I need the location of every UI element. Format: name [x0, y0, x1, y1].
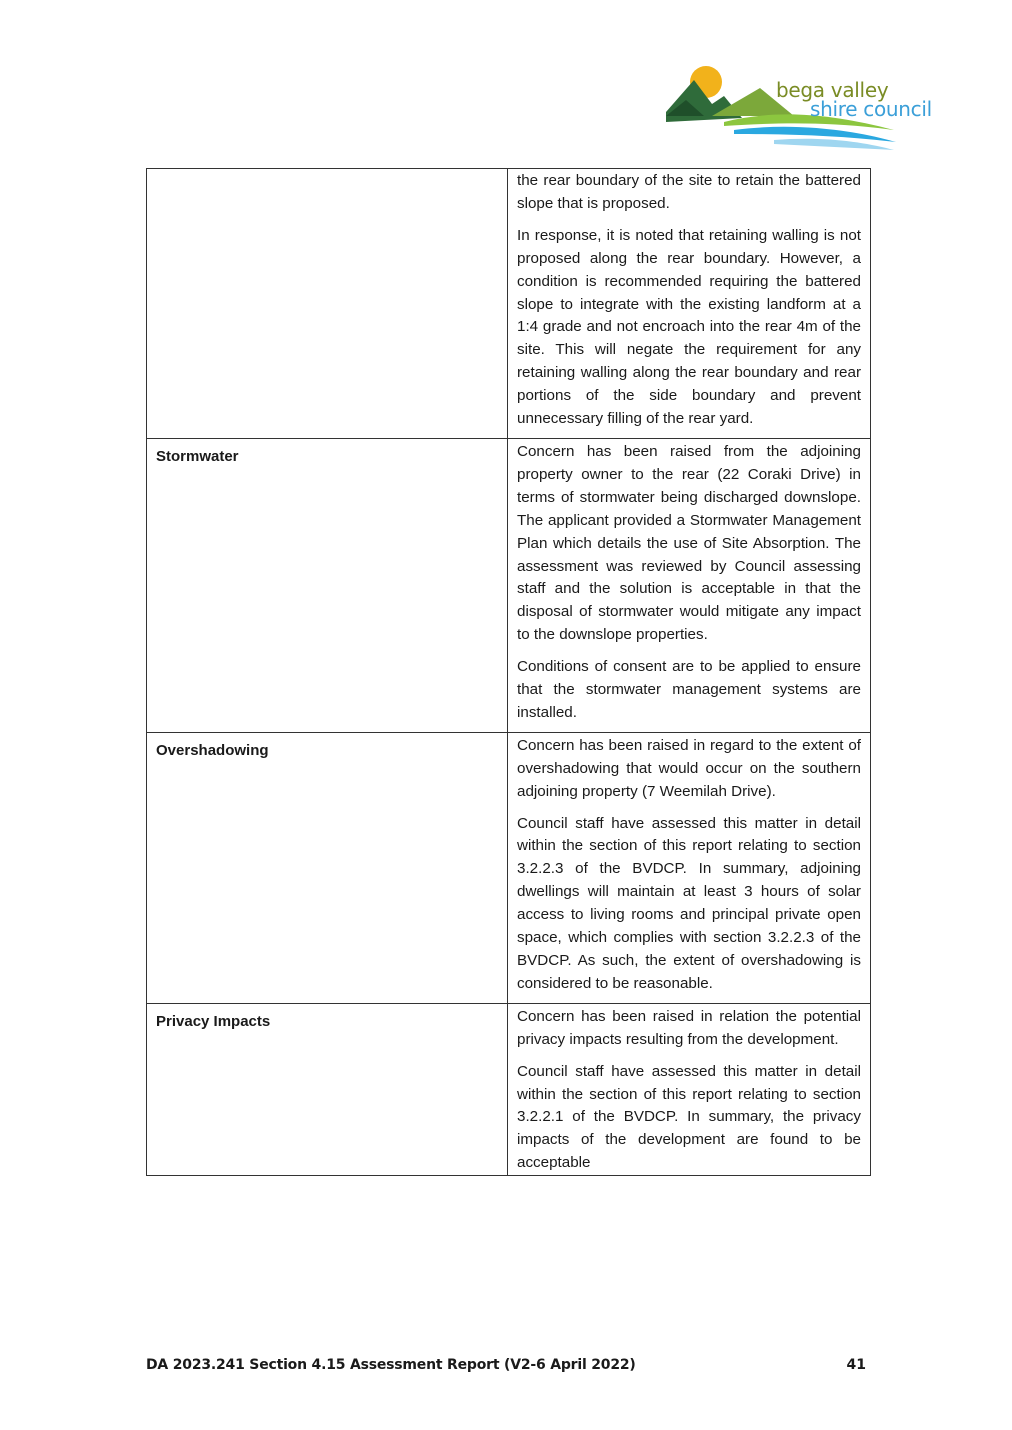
table-label-cell	[147, 169, 508, 439]
footer-page-number: 41	[846, 1357, 866, 1373]
table-label-cell	[147, 1003, 508, 1175]
table-text-cell	[508, 1003, 871, 1175]
paragraph: Concern has been raised in relation the potential privacy impacts resulting from the development.	[517, 1007, 861, 1048]
submissions-table	[146, 168, 871, 1176]
table-text-cell	[508, 169, 871, 439]
table-row	[147, 438, 871, 732]
row-label-overshadowing: Overshadowing	[156, 741, 269, 759]
table-label-cell	[147, 732, 508, 1003]
table-text-cell	[508, 732, 871, 1003]
paragraph: Conditions of consent are to be applied to ensure that the stormwater management systems are installed.	[517, 658, 861, 721]
row-label	[147, 169, 507, 177]
paragraph: Concern has been raised in regard to the extent of overshadowing that would occur on the southern adjoining property (7 Weemilah Drive).	[517, 736, 861, 800]
paragraph: Concern has been raised from the adjoining property owner to the rear (22 Coraki Drive) in terms of stormwater being discharged downslope. The applicant provided a Stormwater Management Plan which details the use of Site Absorption. The assessment was reviewed by Council assessing staff and the solution is acceptable in that the disposal of stormwater would mitigate any impact to the downslope properties.	[517, 442, 861, 644]
paragraph: Council staff have assessed this matter in detail within the section of this report relating to section 3.2.2.3 of the BVDCP. In summary, adjoining dwellings will maintain at least 3 hours of solar access to living rooms and principal private open space, which complies with section 3.2.2.3 of the BVDCP. As such, the extent of overshadowing is considered to be reasonable.	[517, 814, 861, 992]
table-text-cell	[508, 438, 871, 732]
paragraph: the rear boundary of the site to retain the battered slope that is proposed.	[517, 172, 861, 212]
table-row	[147, 1003, 871, 1175]
logo-text-bega-valley: bega valley	[776, 78, 889, 102]
footer-report-title: DA 2023.241 Section 4.15 Assessment Report (V2-6 April 2022)	[146, 1357, 636, 1373]
row-label-stormwater: Stormwater	[156, 447, 239, 465]
logo-text-shire-council: shire council	[810, 97, 932, 121]
row-label-privacy-impacts: Privacy Impacts	[156, 1012, 271, 1030]
table-row	[147, 169, 871, 439]
table-label-cell	[147, 438, 508, 732]
table-row	[147, 732, 871, 1003]
council-logo	[664, 60, 944, 156]
paragraph: In response, it is noted that retaining walling is not proposed along the rear boundary. However, a condition is recommended requiring the battered slope to integrate with the existing landform at a 1:4 grade and not encroach into the rear 4m of the site. This will negate the requirement for any retaining walling along the rear boundary and rear portions of the side boundary and prevent unnecessary filling of the rear yard.	[517, 226, 861, 428]
paragraph: Council staff have assessed this matter in detail within the section of this report relating to section 3.2.2.1 of the BVDCP. In summary, the privacy impacts of the development are found to be acceptable	[517, 1062, 861, 1172]
